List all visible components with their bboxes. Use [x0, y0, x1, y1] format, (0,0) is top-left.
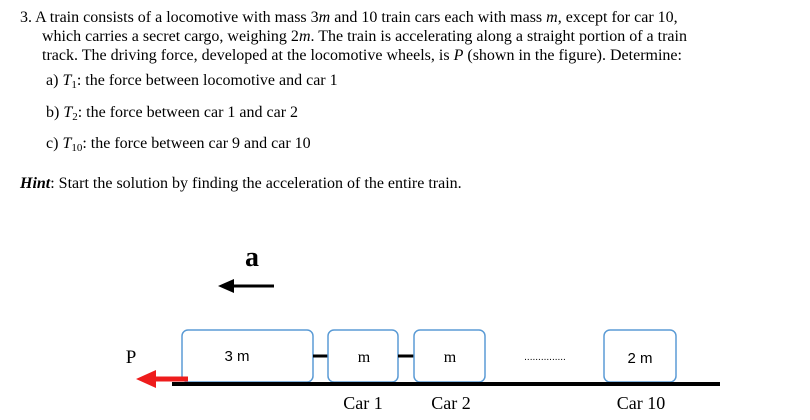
train-diagram	[0, 230, 810, 420]
car-2-caption: Car 2	[431, 393, 471, 413]
text-segment: which carries a secret cargo, weighing 2	[42, 28, 299, 45]
problem-line-3	[20, 46, 805, 65]
tension-subscript: 10	[71, 142, 83, 154]
text-segment: and 10 train cars each with mass	[330, 9, 547, 26]
part-letter: a)	[46, 72, 59, 89]
mass-symbol: m	[546, 9, 558, 26]
locomotive-label: 3 m	[224, 348, 250, 365]
tension-symbol: T	[63, 104, 73, 121]
tension-subscript: 1	[71, 79, 77, 91]
problem-line-2	[20, 27, 805, 46]
mass-symbol: m	[318, 9, 331, 26]
car-10-label: 2 m	[627, 350, 653, 367]
force-label: P	[125, 347, 137, 368]
problem-number: 3.	[20, 9, 32, 26]
tension-symbol: T	[62, 135, 72, 152]
mass-symbol: m	[298, 28, 311, 45]
text-segment: track. The driving force, developed at the locomotive wheels, is	[42, 47, 454, 64]
part-text: : the force between car 1 and car 2	[77, 104, 299, 121]
text-segment: (shown in the figure). Determine:	[463, 47, 682, 64]
part-b	[46, 104, 298, 122]
part-text: : the force between locomotive and car 1	[76, 72, 338, 89]
part-text: : the force between car 9 and car 10	[82, 135, 311, 152]
force-symbol: P	[453, 47, 464, 64]
car-1-caption: Car 1	[343, 393, 383, 413]
car-1-label: m	[357, 349, 371, 366]
problem-statement	[20, 8, 805, 65]
part-a	[46, 72, 338, 90]
hint	[20, 175, 462, 193]
text-segment: , except for car 10,	[557, 9, 678, 26]
part-c	[46, 135, 311, 153]
hint-text: : Start the solution by finding the acceleration of the entire train.	[50, 175, 462, 192]
car-2-label: m	[443, 349, 457, 366]
acceleration-label: a	[245, 242, 259, 273]
part-letter: c)	[46, 135, 59, 152]
problem-line-1	[20, 8, 805, 27]
acceleration-arrow-icon	[218, 279, 274, 293]
cars-ellipsis: ...............	[524, 352, 566, 363]
tension-subscript: 2	[72, 111, 78, 123]
hint-label: Hint	[20, 175, 51, 192]
text-segment: A train consists of a locomotive with mass 3	[35, 9, 319, 26]
part-letter: b)	[46, 104, 60, 121]
car-10-caption: Car 10	[616, 393, 666, 413]
text-segment: . The train is accelerating along a straight portion of a train	[310, 28, 687, 45]
tension-symbol: T	[62, 72, 72, 89]
